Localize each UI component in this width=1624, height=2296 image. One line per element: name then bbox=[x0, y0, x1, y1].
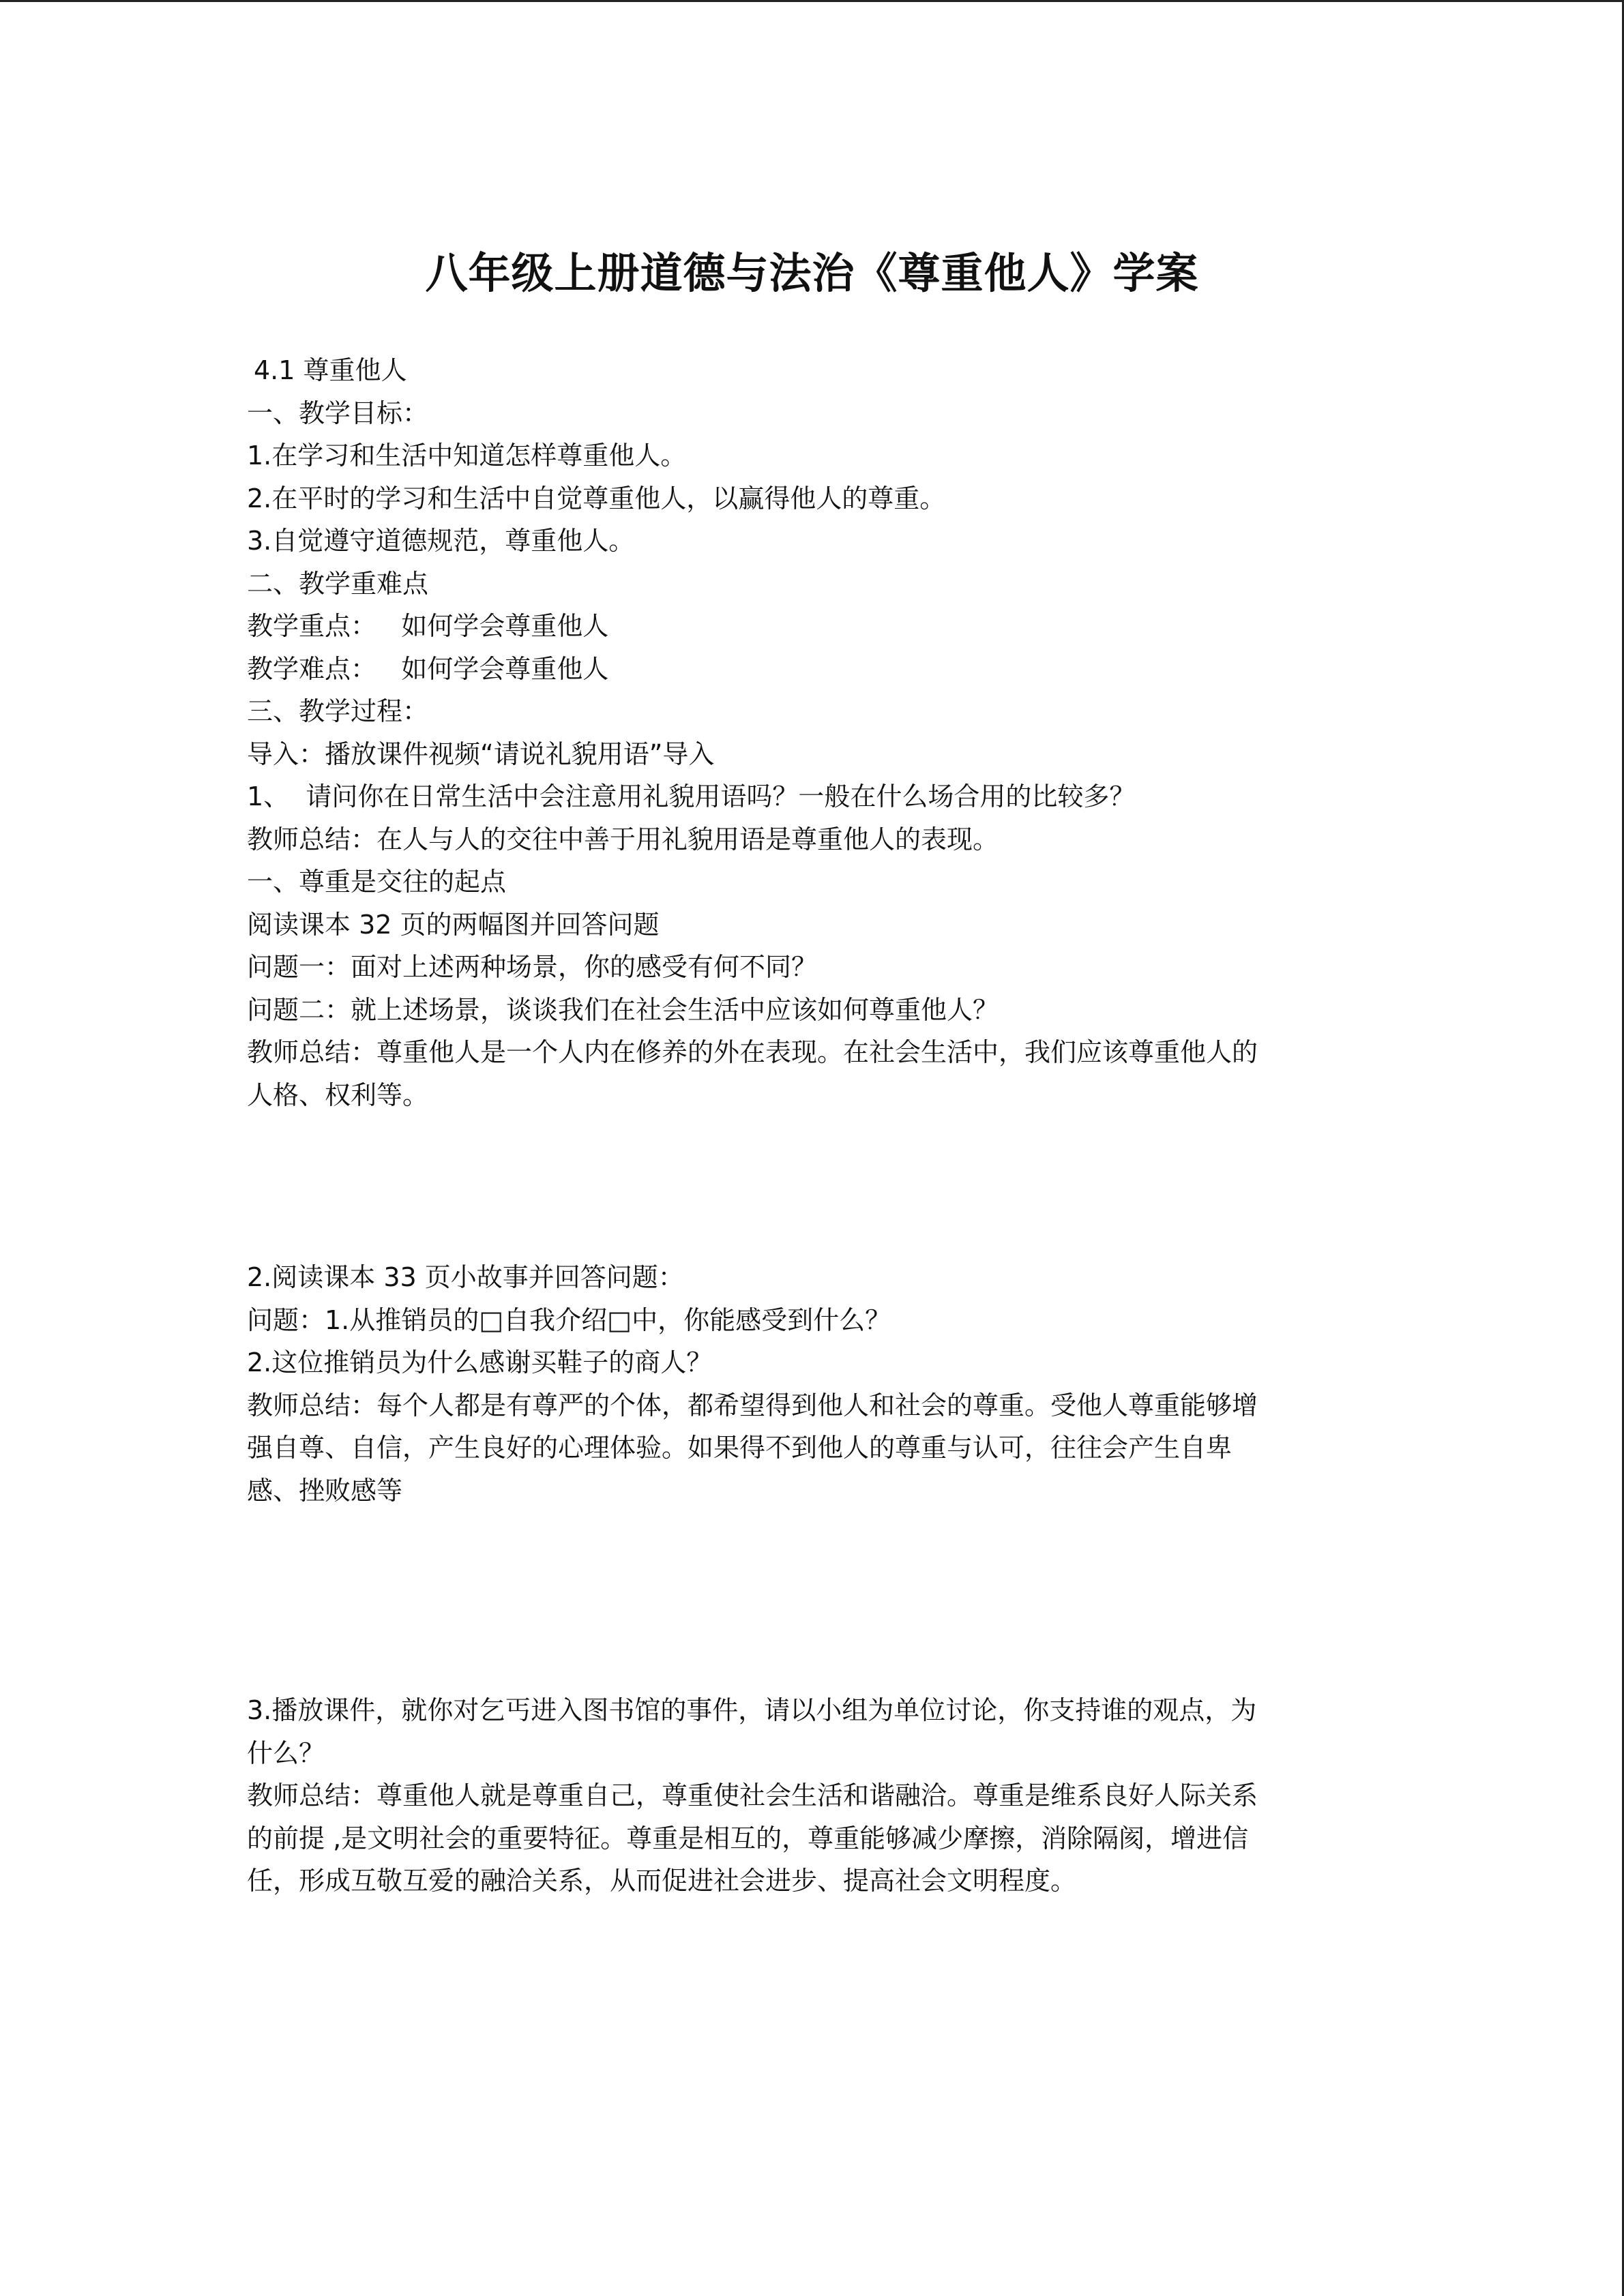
teacher-summary: 教师总结：尊重他人是一个人内在修养的外在表现。在社会生活中，我们应该尊重他人的 bbox=[247, 1037, 1258, 1067]
section-heading: 一、尊重是交往的起点 bbox=[247, 867, 507, 897]
key-point: 教学重点： 如何学会尊重他人 bbox=[247, 611, 609, 641]
teacher-summary-cont: 任，形成互敬互爱的融洽关系，从而促进社会进步、提高社会文明程度。 bbox=[247, 1866, 1077, 1896]
question-line: 2.这位推销员为什么感谢买鞋子的商人？ bbox=[247, 1347, 713, 1377]
section-heading: 一、教学目标： bbox=[247, 398, 429, 428]
question-line: 问题一：面对上述两种场景，你的感受有何不同？ bbox=[247, 952, 818, 982]
objective-item: 2.在平时的学习和生活中自觉尊重他人，以赢得他人的尊重。 bbox=[247, 483, 946, 513]
question-line: 问题：1.从推销员的□自我介绍□中，你能感受到什么？ bbox=[247, 1304, 891, 1335]
teacher-summary: 教师总结：在人与人的交往中善于用礼貌用语是尊重他人的表现。 bbox=[247, 824, 999, 854]
section-heading: 二、教学重难点 bbox=[247, 568, 429, 599]
answer-space bbox=[247, 1512, 1379, 1689]
teacher-summary-cont: 强自尊、自信，产生良好的心理体验。如果得不到他人的尊重与认可，往往会产生自卑 bbox=[247, 1433, 1232, 1463]
section-heading: 三、教学过程： bbox=[247, 696, 429, 726]
teacher-summary-cont: 感、挫败感等 bbox=[247, 1475, 403, 1506]
teacher-summary: 教师总结：尊重他人就是尊重自己，尊重使社会生活和谐融洽。尊重是维系良好人际关系 bbox=[247, 1780, 1258, 1810]
teacher-summary-cont: 人格、权利等。 bbox=[247, 1079, 429, 1110]
objective-item: 3.自觉遵守道德规范，尊重他人。 bbox=[247, 526, 635, 556]
question-line: 1、 请问你在日常生活中会注意用礼貌用语吗？一般在什么场合用的比较多？ bbox=[247, 781, 1136, 811]
teacher-summary: 教师总结：每个人都是有尊严的个体，都希望得到他人和社会的尊重。受他人尊重能够增 bbox=[247, 1390, 1258, 1420]
objective-item: 1.在学习和生活中知道怎样尊重他人。 bbox=[247, 441, 687, 471]
intro-line: 导入：播放课件视频“请说礼貌用语”导入 bbox=[247, 739, 715, 769]
question-line: 问题二：就上述场景，谈谈我们在社会生活中应该如何尊重他人？ bbox=[247, 994, 999, 1025]
difficult-point: 教学难点： 如何学会尊重他人 bbox=[247, 653, 609, 684]
document-body bbox=[247, 349, 1379, 1903]
answer-space bbox=[247, 1116, 1379, 1256]
reading-task: 2.阅读课本 33 页小故事并回答问题： bbox=[247, 1262, 684, 1292]
reading-task: 阅读课本 32 页的两幅图并回答问题 bbox=[247, 909, 660, 940]
page-top-border bbox=[0, 0, 1624, 2]
teacher-summary-cont: 的前提 ,是文明社会的重要特征。尊重是相互的，尊重能够减少摩擦，消除隔阂，增进信 bbox=[247, 1823, 1249, 1853]
discussion-task-cont: 什么？ bbox=[247, 1738, 325, 1768]
document-title: 八年级上册道德与法治《尊重他人》学案 bbox=[425, 248, 1199, 298]
discussion-task: 3.播放课件，就你对乞丐进入图书馆的事件，请以小组为单位讨论，你支持谁的观点，为 bbox=[247, 1695, 1257, 1725]
section-heading: 4.1 尊重他人 bbox=[254, 355, 407, 385]
